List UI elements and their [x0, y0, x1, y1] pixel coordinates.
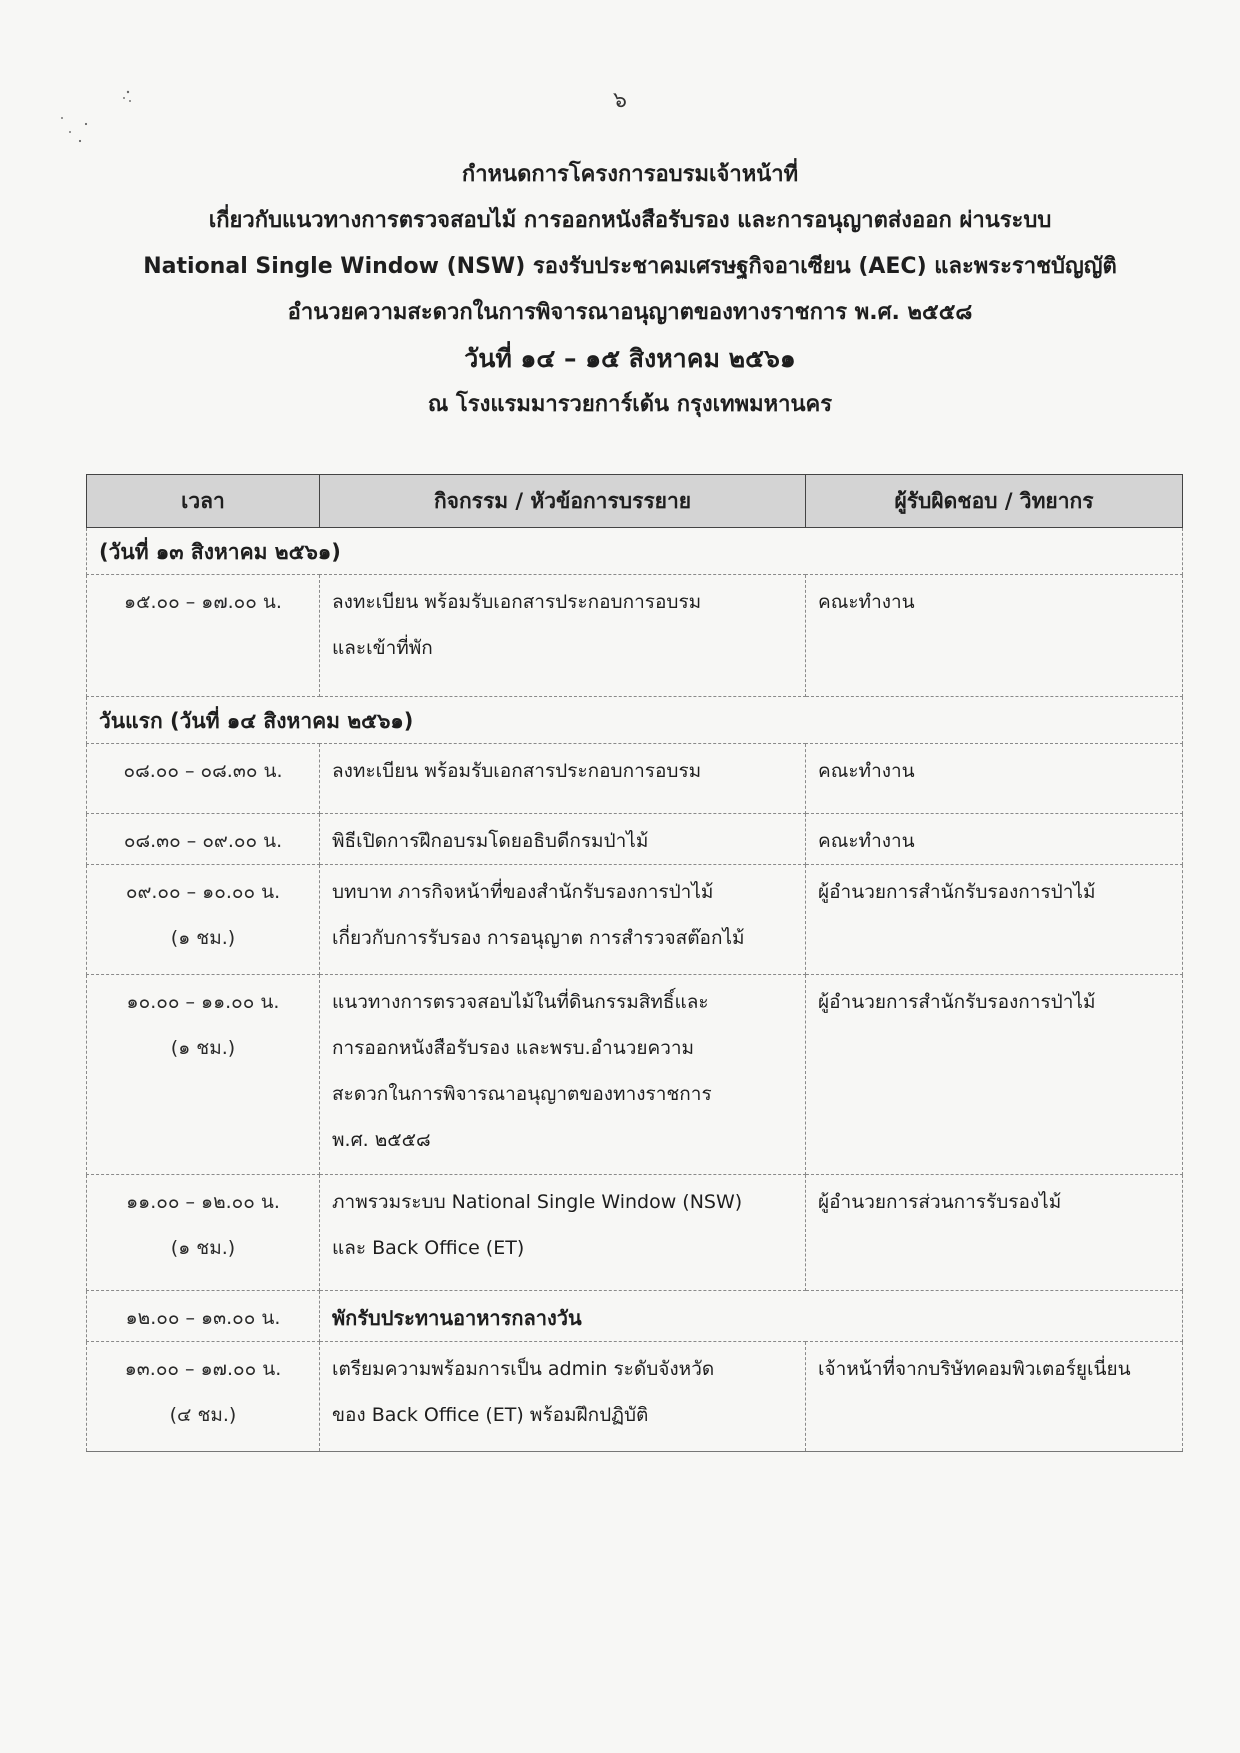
- day-label: วันแรก (วันที่ ๑๔ สิงหาคม ๒๕๖๑): [87, 697, 1183, 744]
- table-row: [87, 744, 1183, 814]
- table-row: [87, 575, 1183, 697]
- table-row: [87, 975, 1183, 1175]
- duration-value: (๔ ชม.): [169, 1404, 237, 1426]
- header-title: กำหนดการโครงการอบรมเจ้าหน้าที่: [461, 162, 799, 187]
- document-header: [80, 152, 1180, 428]
- header-date: วันที่ ๑๔ – ๑๕ สิงหาคม ๒๕๖๑: [464, 344, 796, 373]
- header-time: เวลา: [87, 475, 320, 528]
- activity-line: ลงทะเบียน พร้อมรับเอกสารประกอบการอบรม: [332, 591, 702, 613]
- duration-value: (๑ ชม.): [170, 1237, 236, 1259]
- table-row: [87, 814, 1183, 865]
- table-row: [87, 865, 1183, 975]
- activity-line: เกี่ยวกับการรับรอง การอนุญาต การสำรวจสต๊อกไม้: [332, 927, 745, 949]
- time-cell: [87, 1291, 320, 1342]
- schedule-table: [86, 474, 1183, 1452]
- activity-line: ของ Back Office (ET) พร้อมฝึกปฏิบัติ: [332, 1404, 649, 1426]
- activity-line: และเข้าที่พัก: [332, 637, 433, 659]
- responsible-cell: เจ้าหน้าที่จากบริษัทคอมพิวเตอร์ยูเนี่ยน: [806, 1342, 1183, 1452]
- responsible-cell: ผู้อำนวยการส่วนการรับรองไม้: [806, 1175, 1183, 1291]
- activity-line: บทบาท ภารกิจหน้าที่ของสำนักรับรองการป่าไม้: [332, 881, 714, 903]
- activity-cell: [320, 1291, 1183, 1342]
- activity-line: ภาพรวมระบบ National Single Window (NSW): [332, 1191, 743, 1213]
- time-cell: [87, 975, 320, 1175]
- table-row: [87, 1175, 1183, 1291]
- responsible-cell: คณะทำงาน: [806, 814, 1183, 865]
- activity-line: สะดวกในการพิจารณาอนุญาตของทางราชการ: [332, 1083, 712, 1105]
- time-value: ๐๙.๐๐ – ๑๐.๐๐ น.: [125, 881, 281, 903]
- responsible-cell: ผู้อำนวยการสำนักรับรองการป่าไม้: [806, 865, 1183, 975]
- activity-cell: [320, 865, 806, 975]
- activity-cell: [320, 575, 806, 697]
- activity-line: การออกหนังสือรับรอง และพรบ.อำนวยความ: [332, 1037, 695, 1059]
- time-value: ๑๑.๐๐ – ๑๒.๐๐ น.: [126, 1191, 280, 1213]
- table-row: [87, 1291, 1183, 1342]
- activity-line: และ Back Office (ET): [332, 1237, 525, 1259]
- time-value: ๐๘.๐๐ – ๐๘.๓๐ น.: [123, 760, 283, 782]
- activity-line: แนวทางการตรวจสอบไม้ในที่ดินกรรมสิทธิ์และ: [332, 991, 709, 1013]
- header-subtitle-1: เกี่ยวกับแนวทางการตรวจสอบไม้ การออกหนังสือรับรอง และการอนุญาตส่งออก ผ่านระบบ: [208, 208, 1052, 233]
- header-subtitle-2: National Single Window (NSW) รองรับประชาคมเศรษฐกิจอาเซียน (AEC) และพระราชบัญญัติ: [143, 254, 1117, 279]
- table-header-row: [87, 475, 1183, 528]
- time-value: ๑๐.๐๐ – ๑๑.๐๐ น.: [126, 991, 280, 1013]
- responsible-cell: คณะทำงาน: [806, 744, 1183, 814]
- activity-cell: [320, 1175, 806, 1291]
- time-cell: [87, 1175, 320, 1291]
- responsible-cell: ผู้อำนวยการสำนักรับรองการป่าไม้: [806, 975, 1183, 1175]
- header-responsible: ผู้รับผิดชอบ / วิทยากร: [806, 475, 1183, 528]
- duration-value: (๑ ชม.): [170, 1037, 236, 1059]
- activity-line: พักรับประทานอาหารกลางวัน: [332, 1306, 582, 1330]
- activity-line: เตรียมความพร้อมการเป็น admin ระดับจังหวัด: [332, 1358, 715, 1380]
- header-activity: กิจกรรม / หัวข้อการบรรยาย: [320, 475, 806, 528]
- activity-line: พ.ศ. ๒๕๕๘: [332, 1129, 431, 1151]
- time-value: ๑๕.๐๐ – ๑๗.๐๐ น.: [124, 591, 282, 613]
- time-cell: [87, 1342, 320, 1452]
- day-row: [87, 697, 1183, 744]
- duration-value: (๑ ชม.): [170, 927, 236, 949]
- time-cell: [87, 575, 320, 697]
- day-label: (วันที่ ๑๓ สิงหาคม ๒๕๖๑): [87, 528, 1183, 575]
- activity-line: พิธีเปิดการฝึกอบรมโดยอธิบดีกรมป่าไม้: [332, 830, 649, 852]
- header-venue: ณ โรงแรมมารวยการ์เด้น กรุงเทพมหานคร: [427, 392, 833, 417]
- table-row: [87, 1342, 1183, 1452]
- activity-cell: [320, 814, 806, 865]
- activity-cell: [320, 975, 806, 1175]
- time-value: ๑๓.๐๐ – ๑๗.๐๐ น.: [124, 1358, 282, 1380]
- day-row: [87, 528, 1183, 575]
- header-subtitle-3: อำนวยความสะดวกในการพิจารณาอนุญาตของทางราชการ พ.ศ. ๒๕๕๘: [287, 300, 973, 325]
- page-number: ๖: [613, 88, 627, 113]
- responsible-cell: คณะทำงาน: [806, 575, 1183, 697]
- time-value: ๐๘.๓๐ – ๐๙.๐๐ น.: [123, 830, 283, 852]
- time-value: ๑๒.๐๐ – ๑๓.๐๐ น.: [125, 1307, 281, 1329]
- activity-line: ลงทะเบียน พร้อมรับเอกสารประกอบการอบรม: [332, 760, 702, 782]
- activity-cell: [320, 744, 806, 814]
- activity-cell: [320, 1342, 806, 1452]
- time-cell: [87, 744, 320, 814]
- time-cell: [87, 814, 320, 865]
- time-cell: [87, 865, 320, 975]
